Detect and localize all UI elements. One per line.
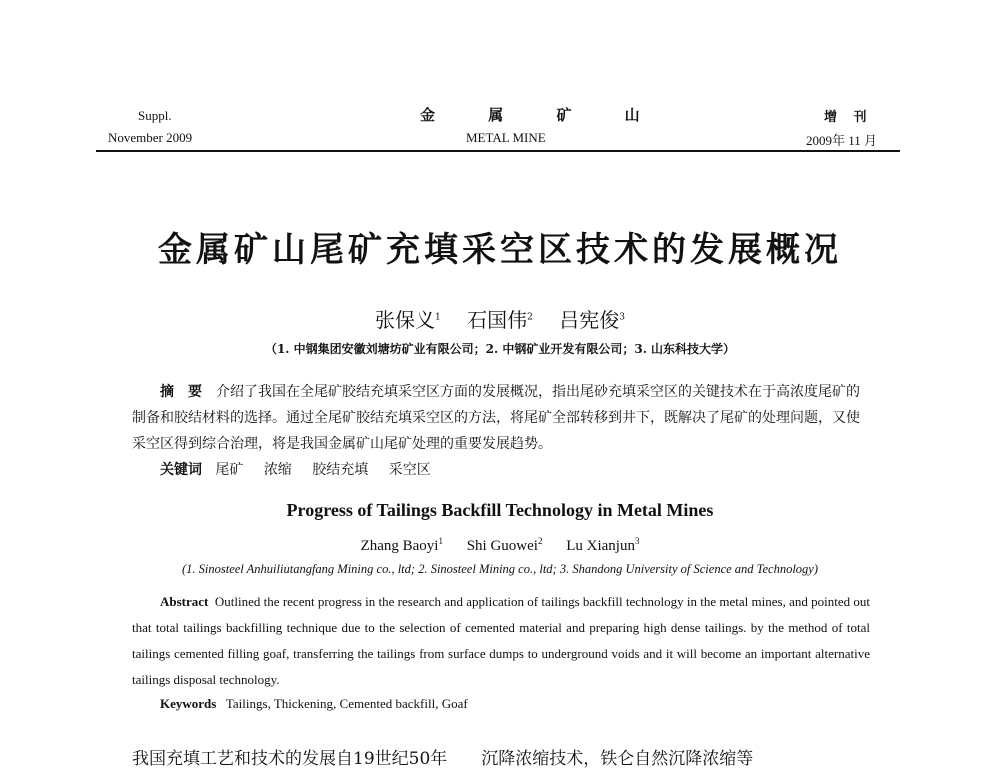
author-en-3: Lu Xianjun$^3$: [566, 536, 640, 554]
keywords-zh: [160, 457, 447, 483]
keyword-en-1: Tailings ,: [226, 696, 274, 711]
journal-supplement-label: Suppl.: [138, 108, 172, 123]
affiliations-en: (1. Sinosteel Anhuiliutangfang Mining co., ltd; 2. Sinosteel Mining co., ltd; 3. Shandong University of Science and Technology): [181, 562, 819, 576]
journal-supplement-zh: 增 刊: [824, 110, 873, 125]
affiliations-zh: （1. 中钢集团安徽刘塘坊矿业有限公司；2. 中钢矿业开发有限公司；3. 山东科技大学）: [264, 342, 736, 356]
author-zh-3: 吕宪俊$^3$: [559, 308, 625, 332]
authors-en: [0, 536, 1000, 555]
keywords-en: [160, 691, 468, 717]
keyword-en-2: Thickening ,: [274, 696, 340, 711]
keyword-zh-3: 胶结充填: [312, 462, 369, 478]
keywords-en-label: Keywords: [160, 696, 217, 711]
paper-title-zh: 金属矿山尾矿充填采空区技术的发展概况: [158, 230, 842, 270]
author-en-1: Zhang Baoyi$^1$: [360, 536, 443, 554]
keyword-zh-2: 浓缩: [263, 462, 292, 478]
abstract-en: [132, 589, 870, 693]
keyword-en-4: Goaf: [441, 696, 468, 711]
keyword-zh-1: 尾矿: [215, 462, 244, 478]
keywords-zh-label: 关键词: [160, 462, 202, 478]
abstract-en-label: Abstract: [160, 594, 209, 609]
journal-title-zh: 金 属 矿 山: [420, 106, 664, 124]
abstract-zh: [132, 379, 870, 457]
authors-zh: [0, 304, 1000, 333]
author-en-2: Shi Guowei$^2$: [466, 536, 543, 554]
body-text-start: 我国充填工艺和技术的发展自19世纪50年 沉降浓缩技术，铁仑自然沉降浓缩等: [132, 749, 754, 769]
journal-date-en: November 2009: [108, 130, 193, 145]
author-zh-2: 石国伟$^2$: [467, 308, 533, 332]
header-rule: [96, 150, 900, 152]
abstract-zh-text: 介绍了我国在全尾矿胶结充填采空区方面的发展概况，指出尾砂充填采空区的关键技术在于高浓度尾矿的制备和胶结材料的选择。通过全尾矿胶结充填采空区的方法，将尾矿全部转移到井下，既解决了尾矿的处理问题，又使采空区得到综合治理，将是我国金属矿山尾矿处理的重要发展趋势。: [132, 384, 860, 452]
author-zh-1: 张保义$^1$: [375, 308, 441, 332]
journal-date-zh: 2009年 11 月: [806, 133, 878, 148]
keyword-en-3: Cemented backfill ,: [340, 696, 442, 711]
keyword-zh-4: 采空区: [388, 462, 431, 478]
paper-title-en: Progress of Tailings Backfill Technology in Metal Mines: [286, 500, 714, 520]
journal-title-en: METAL MINE: [466, 130, 546, 145]
abstract-zh-label: 摘 要: [160, 384, 202, 400]
abstract-en-text: Outlined the recent progress in the research and application of tailings backfill technology in the metal mines, and pointed out that total tailings backfilling technique due to the selection of cemented material and preparing high dense tailings. by the method of total tailings cemented filling goaf, transferring the tailings from surface dumps to underground voids and it will become an important alternative tailings disposal technology.: [132, 594, 870, 687]
